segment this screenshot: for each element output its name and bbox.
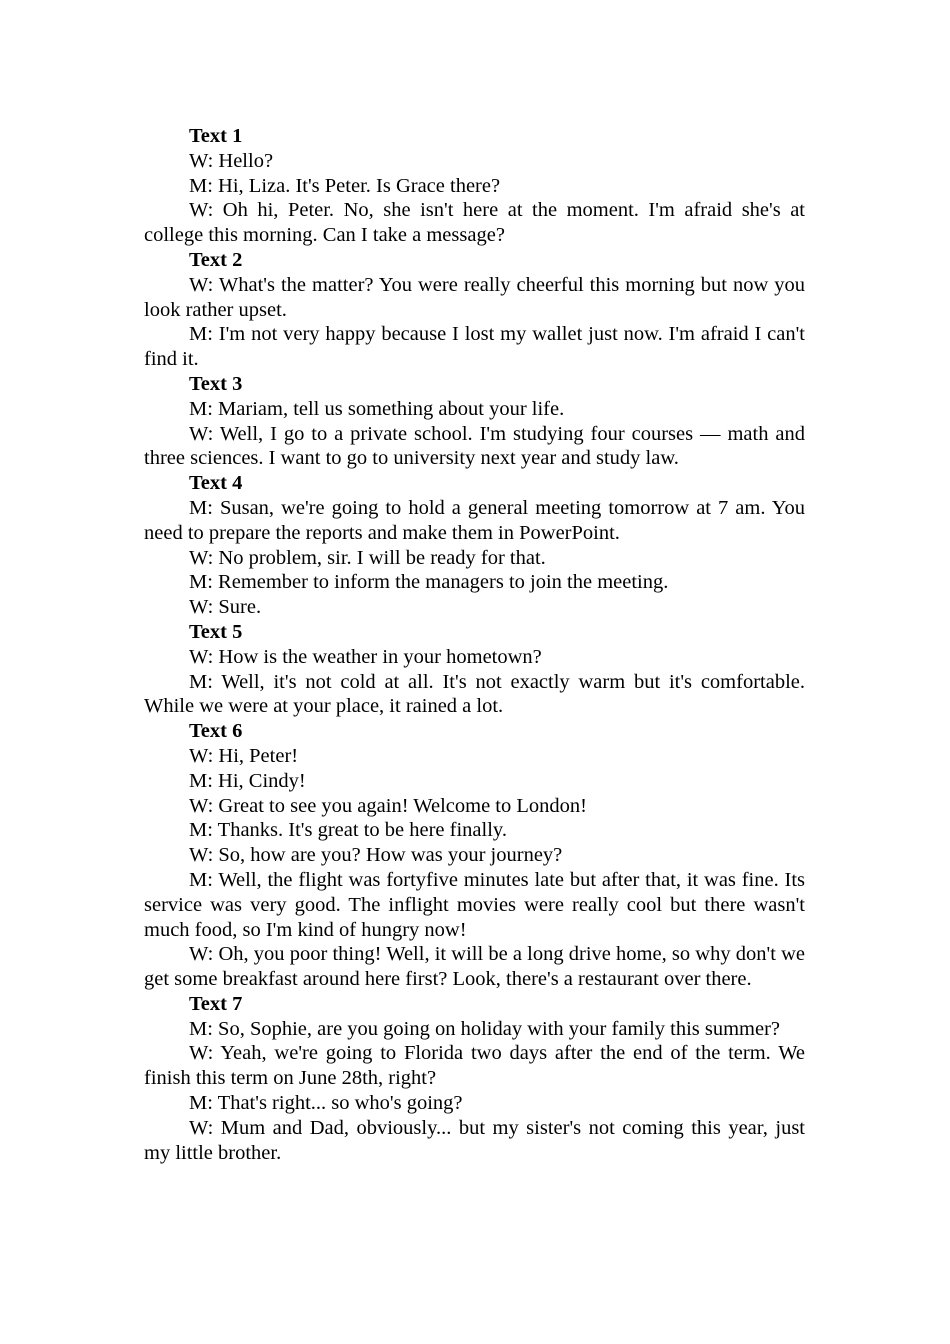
text-2-heading: Text 2: [189, 248, 243, 271]
dialogue-line: W: Oh hi, Peter. No, she isn't here at the moment. I'm afraid she's at college this morning. Can I take a message?: [144, 199, 805, 247]
dialogue-line: M: That's right... so who's going?: [189, 1092, 463, 1115]
dialogue-line: W: Hello?: [189, 149, 274, 172]
dialogue-line: W: Yeah, we're going to Florida two days after the end of the term. We finish this term on June 28th, right?: [144, 1042, 805, 1090]
document-page: [144, 124, 805, 1165]
dialogue-line: W: Oh, you poor thing! Well, it will be a long drive home, so why don't we get some breakfast around here first? Look, there's a restaurant over there.: [144, 943, 805, 991]
dialogue-line: W: Well, I go to a private school. I'm studying four courses — math and three sciences. I want to go to university next year and study law.: [144, 422, 805, 470]
dialogue-line: M: Remember to inform the managers to join the meeting.: [189, 571, 669, 594]
dialogue-line: W: Mum and Dad, obviously... but my sister's not coming this year, just my little brother.: [144, 1116, 805, 1164]
dialogue-line: M: Well, the flight was fortyfive minutes late but after that, it was fine. Its service was very good. The inflight movies were really cool but there wasn't much food, so I'm kind of hungry now!: [144, 868, 805, 941]
text-6-heading: Text 6: [189, 720, 243, 743]
dialogue-line: W: Hi, Peter!: [189, 744, 299, 767]
dialogue-line: M: Thanks. It's great to be here finally.: [189, 819, 507, 842]
dialogue-line: W: What's the matter? You were really cheerful this morning but now you look rather upset.: [144, 273, 805, 321]
text-4-heading: Text 4: [189, 472, 243, 495]
dialogue-line: W: Sure.: [189, 596, 262, 619]
dialogue-line: M: So, Sophie, are you going on holiday with your family this summer?: [189, 1017, 781, 1040]
dialogue-line: W: How is the weather in your hometown?: [189, 645, 542, 668]
text-1-heading: Text 1: [189, 125, 243, 147]
dialogue-line: M: I'm not very happy because I lost my wallet just now. I'm afraid I can't find it.: [144, 323, 805, 371]
dialogue-line: M: Hi, Liza. It's Peter. Is Grace there?: [189, 174, 501, 197]
dialogue-line: W: No problem, sir. I will be ready for that.: [189, 546, 546, 569]
text-3-heading: Text 3: [189, 372, 243, 395]
dialogue-line: M: Mariam, tell us something about your life.: [189, 397, 565, 420]
dialogue-line: M: Hi, Cindy!: [189, 769, 306, 792]
text-7-heading: Text 7: [189, 992, 243, 1015]
dialogue-line: M: Susan, we're going to hold a general meeting tomorrow at 7 am. You need to prepare the reports and make them in PowerPoint.: [144, 496, 805, 544]
dialogue-line: M: Well, it's not cold at all. It's not exactly warm but it's comfortable. While we were at your place, it rained a lot.: [144, 670, 805, 718]
dialogue-line: W: So, how are you? How was your journey?: [189, 844, 563, 867]
text-5-heading: Text 5: [189, 620, 243, 643]
dialogue-line: W: Great to see you again! Welcome to London!: [189, 794, 587, 817]
